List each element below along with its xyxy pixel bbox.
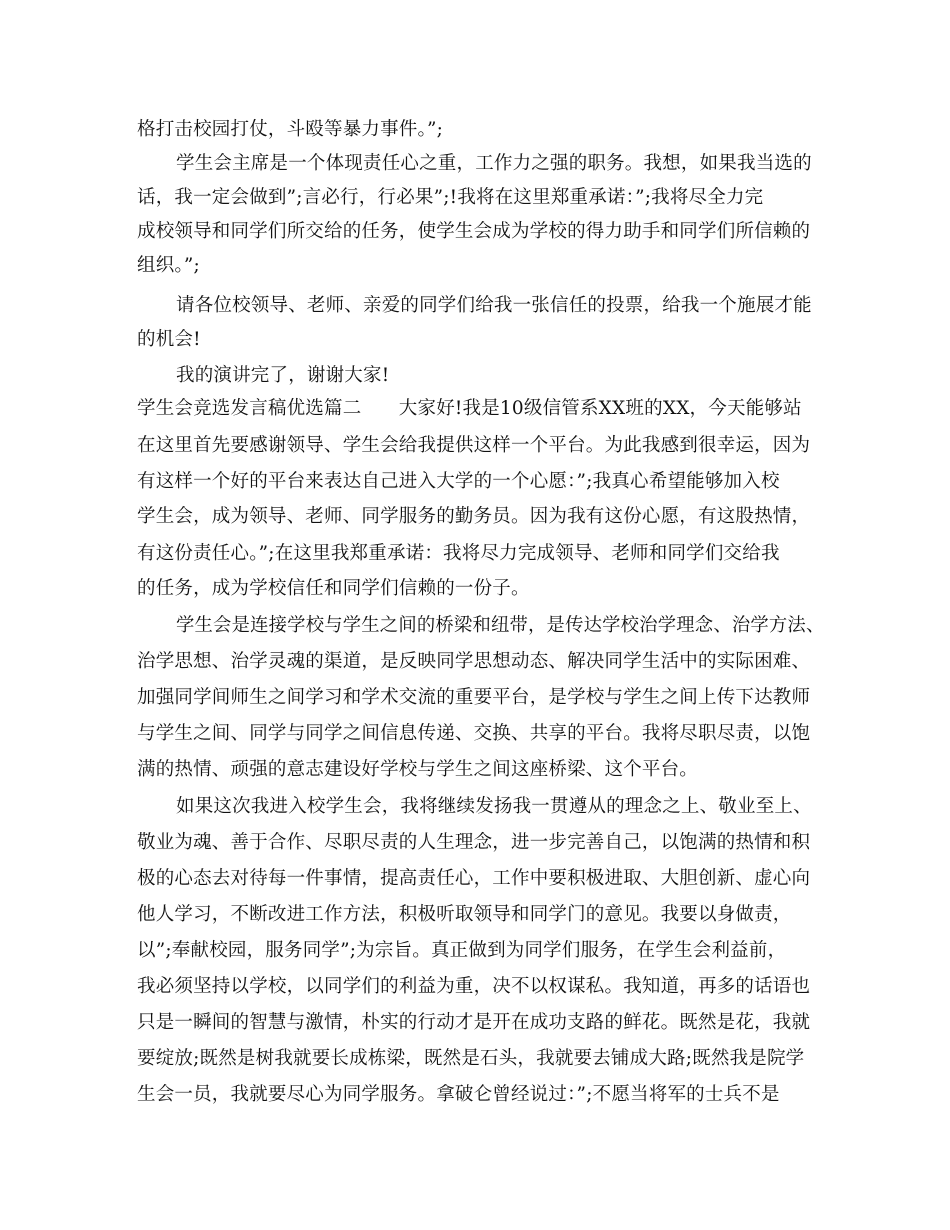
text-line: 有这份责任心。”;在这里我郑重承诺：我将尽力完成领导、老师和同学们交给我 [137, 543, 780, 564]
text-line: 与学生之间、同学与同学之间信息传递、交换、共享的平台。我将尽职尽责，以饱 [137, 723, 811, 744]
text-line: 组织。”; [137, 255, 200, 276]
text-line: 成校领导和同学们所交给的任务，使学生会成为学校的得力助手和同学们所信赖的 [137, 221, 811, 242]
text-line: 只是一瞬间的智慧与激情，朴实的行动才是开在成功支路的鲜花。既然是花，我就 [137, 1012, 811, 1033]
paragraph-start: 学生会是连接学校与学生之间的桥梁和纽带，是传达学校治学理念、治学方法、 [176, 615, 825, 636]
text-line: 生会一员，我就要尽心为同学服务。拿破仑曾经说过：”;不愿当将军的士兵不是 [137, 1084, 780, 1105]
text-line: 极的心态去对待每一件事情，提高责任心，工作中要积极进取、大胆创新、虚心向 [137, 868, 811, 889]
paragraph-start: 请各位校领导、老师、亲爱的同学们给我一张信任的投票，给我一个施展才能 [176, 295, 812, 316]
text-line: 格打击校园打仗，斗殴等暴力事件。”; [137, 119, 444, 140]
text-line: 他人学习，不断改进工作方法，积极听取领导和同学门的意见。我要以身做责， [137, 904, 792, 925]
paragraph-start: 我的演讲完了，谢谢大家! [176, 365, 390, 386]
text-line: 满的热情、顽强的意志建设好学校与学生之间这座桥梁、这个平台。 [137, 759, 699, 780]
text-line: 以”;奉献校园，服务同学”;为宗旨。真正做到为同学们服务，在学生会利益前， [137, 940, 787, 961]
text-line: 敬业为魂、善于合作、尽职尽责的人生理念，进一步完善自己，以饱满的热情和积 [137, 832, 811, 853]
paragraph-start: 学生会主席是一个体现责任心之重，工作力之强的职务。我想，如果我当选的 [176, 153, 812, 174]
text-line: 有这样一个好的平台来表达自己进入大学的一个心愿：”;我真心希望能够加入校 [137, 471, 780, 492]
text-line: 的任务，成为学校信任和同学们信赖的一份子。 [137, 578, 530, 599]
text-line: 要绽放;既然是树我就要长成栋梁，既然是石头，我就要去铺成大路;既然我是院学 [137, 1048, 805, 1069]
text-line: 在这里首先要感谢领导、学生会给我提供这样一个平台。为此我感到很幸运，因为 [137, 435, 811, 456]
text-line: 加强同学间师生之间学习和学术交流的重要平台，是学校与学生之间上传下达教师 [137, 687, 811, 708]
text-line: 治学思想、治学灵魂的渠道，是反映同学思想动态、解决同学生活中的实际困难、 [137, 651, 811, 672]
text-line: 学生会，成为领导、老师、同学服务的勤务员。因为我有这份心愿，有这股热情， [137, 506, 811, 527]
text-line: 我必须坚持以学校，以同学们的利益为重，决不以权谋私。我知道，再多的话语也 [137, 976, 811, 997]
paragraph-start: 如果这次我进入校学生会，我将继续发扬我一贯遵从的理念之上、敬业至上、 [176, 796, 812, 817]
section-heading-line: 学生会竞选发言稿优选篇二 大家好!我是10级信管系XX班的XX，今天能够站 [137, 398, 802, 419]
text-line: 的机会! [137, 329, 201, 350]
text-line: 话，我一定会做到”;言必行，行必果”;!我将在这里郑重承诺：”;我将尽全力完 [137, 187, 764, 208]
